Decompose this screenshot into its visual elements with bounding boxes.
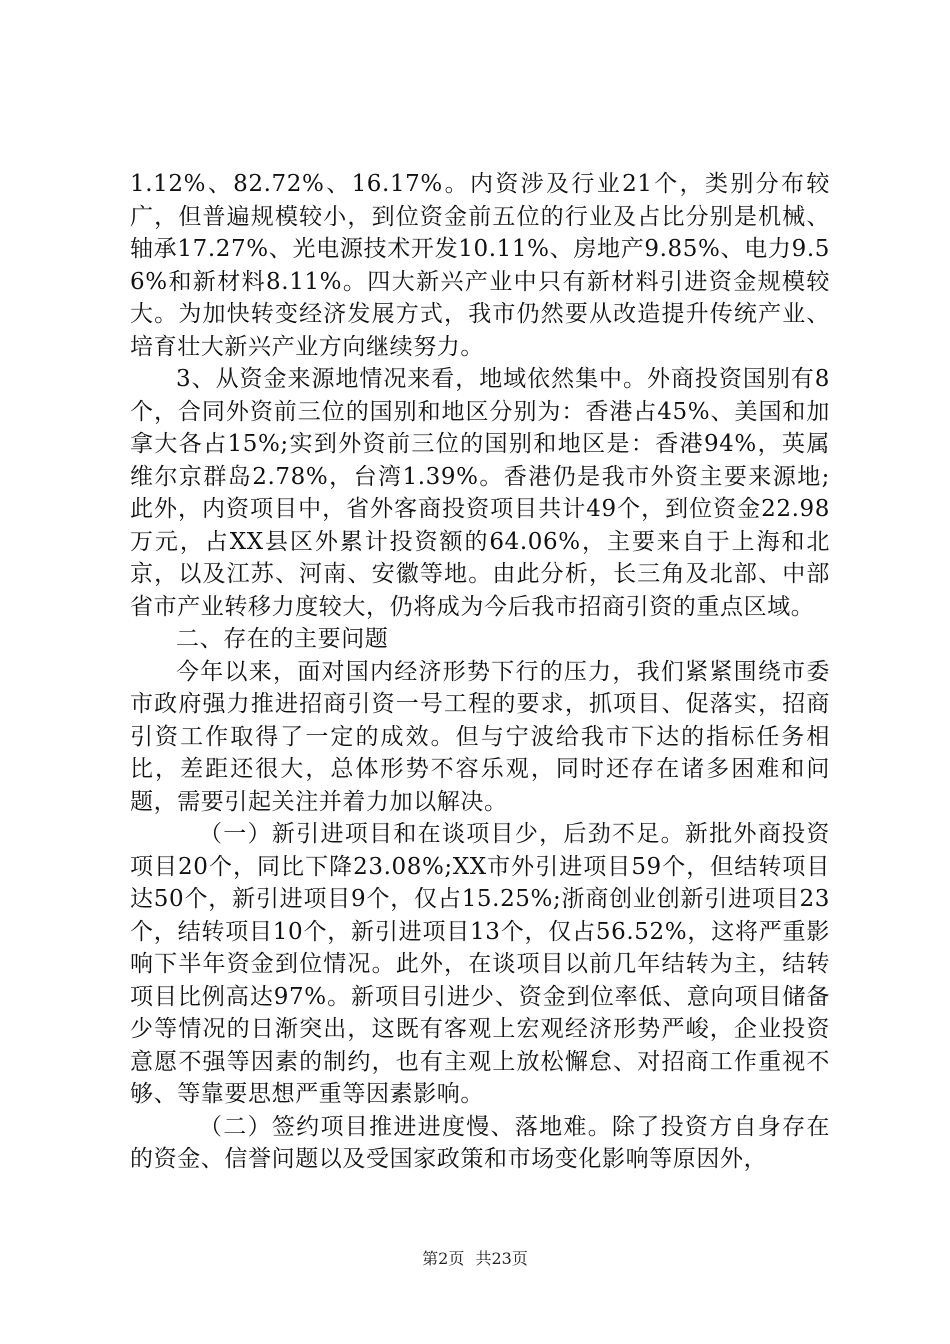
paragraph-funding-source: 3、从资金来源地情况来看，地域依然集中。外商投资国别有8个，合同外资前三位的国别和地区分别为：香港占45%、美国和加拿大各占15%;实到外资前三位的国别和地区是：香港94%，英属维尔京群岛2.78%，台湾1.39%。香港仍是我市外资主要来源地;此外，内资项目中，省外客商投资项目共计49个，到位资金22.98万元，占XX县区外累计投资额的64.06%，主要来自于上海和北京，以及江苏、河南、安徽等地。由此分析，长三角及北部、中部省市产业转移力度较大，仍将成为今后我市招商引资的重点区域。 bbox=[130, 366, 830, 620]
section-heading: 二、存在的主要问题 bbox=[176, 626, 389, 652]
paragraph-overview: 今年以来，面对国内经济形势下行的压力，我们紧紧围绕市委市政府强力推进招商引资一号工程的要求，抓项目、促落实，招商引资工作取得了一定的成效。但与宁波给我市下达的指标任务相比，差距还很大，总体形势不容乐观，同时还存在诸多困难和问题，需要引起关注并着力加以解决。 bbox=[130, 658, 830, 815]
page-number: 第2页 bbox=[422, 1249, 465, 1268]
paragraph-issue-two: （二）签约项目推进进度慢、落地难。除了投资方自身存在的资金、信誉问题以及受国家政策和市场变化影响等原因外， bbox=[130, 1113, 830, 1172]
paragraph-issue-one: （一）新引进项目和在谈项目少，后劲不足。新批外商投资项目20个，同比下降23.08%;XX市外引进项目59个，但结转项目达50个，新引进项目9个，仅占15.25%;浙商创业创新引进项目23个，结转项目10个，新引进项目13个，仅占56.52%，这将严重影响下半年资金到位情况。此外，在谈项目以前几年结转为主，结转项目比例高达97%。新项目引进少、资金到位率低、意向项目储备少等情况的日渐突出，这既有客观上宏观经济形势严峻，企业投资意愿不强等因素的制约，也有主观上放松懈怠、对招商工作重视不够、等靠要思想严重等因素影响。 bbox=[130, 821, 830, 1107]
paragraph-continuation: 1.12%、82.72%、16.17%。内资涉及行业21个，类别分布较广，但普遍规模较小，到位资金前五位的行业及占比分别是机械、轴承17.27%、光电源技术开发10.11%、房地产9.85%、电力9.56%和新材料8.11%。四大新兴产业中只有新材料引进资金规模较大。为加快转变经济发展方式，我市仍然要从改造提升传统产业、培育壮大新兴产业方向继续努力。 bbox=[130, 171, 830, 360]
page-total: 共23页 bbox=[475, 1249, 528, 1268]
page-footer bbox=[0, 1246, 950, 1269]
document-body bbox=[130, 168, 830, 1176]
